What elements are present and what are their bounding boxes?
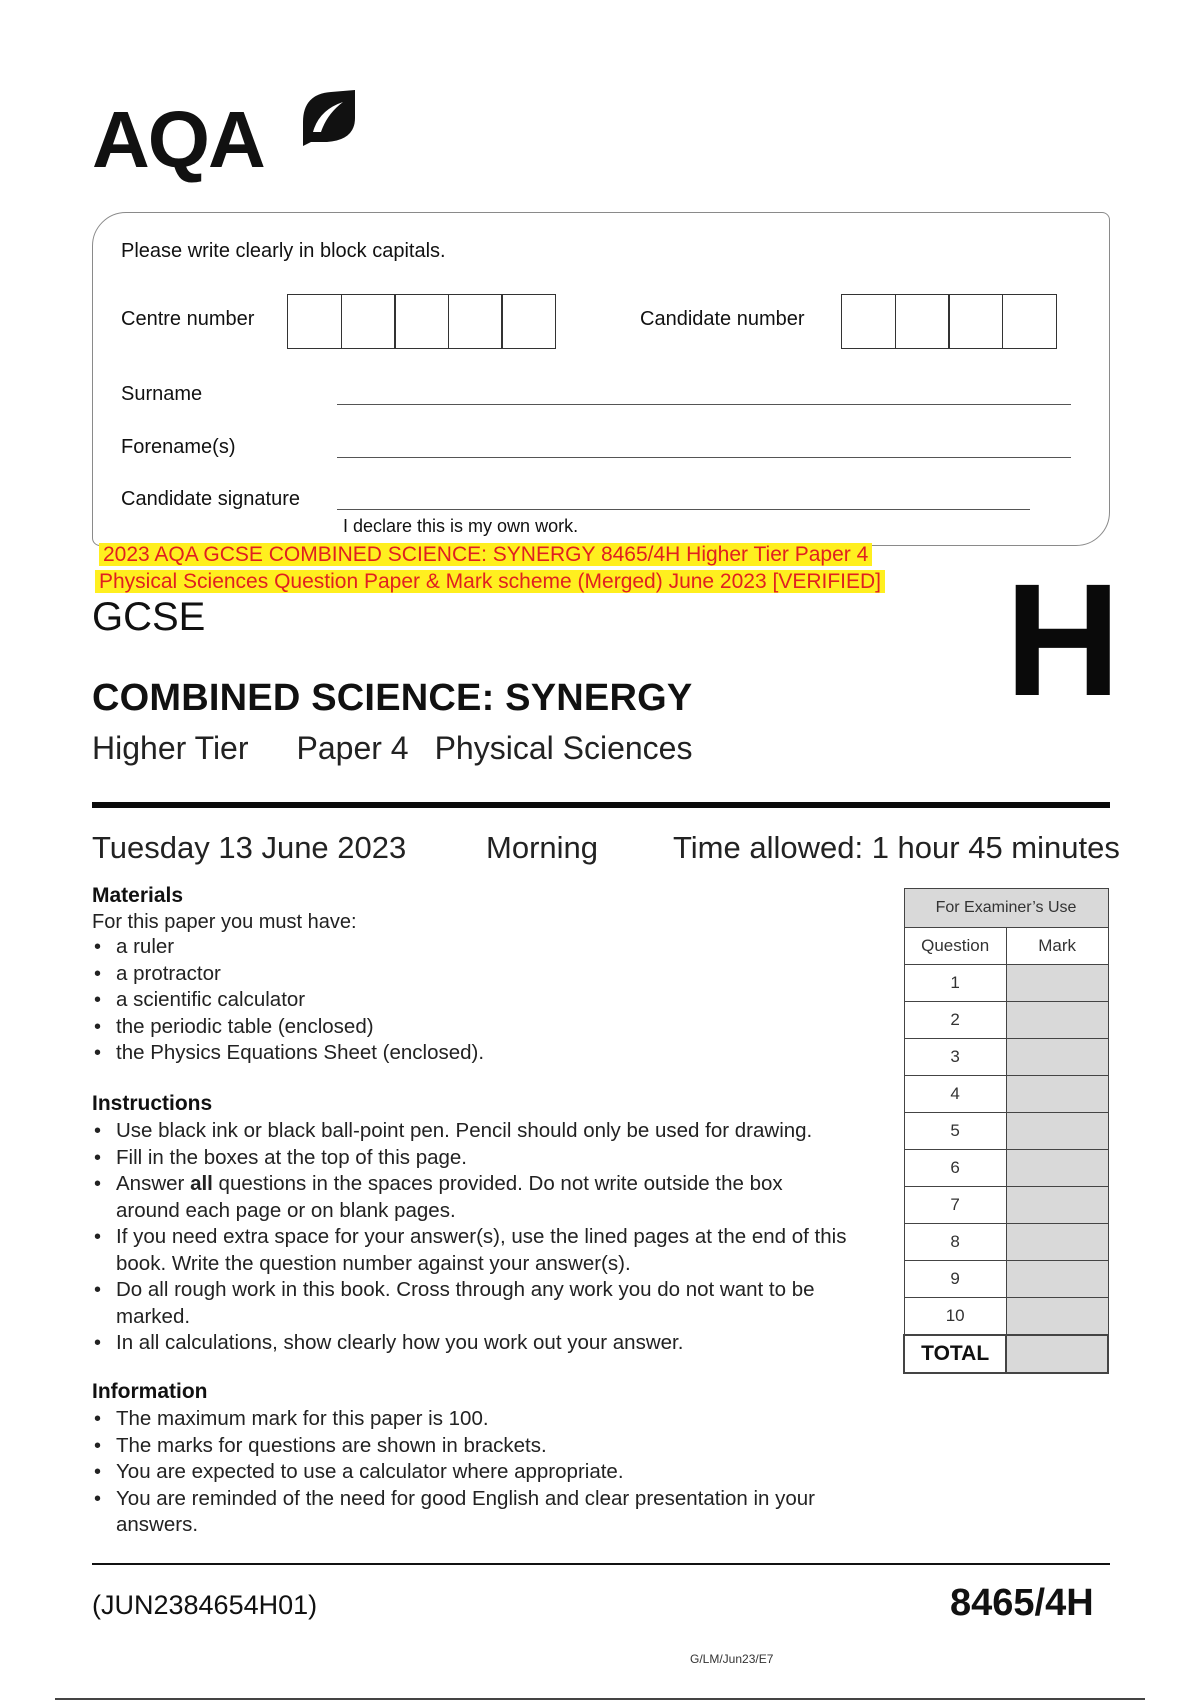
declaration-text: I declare this is my own work. xyxy=(343,516,579,536)
materials-section xyxy=(92,884,892,1067)
logo-text: AQA xyxy=(92,95,264,184)
materials-list xyxy=(92,934,892,1067)
information-section xyxy=(92,1380,892,1539)
list-item: • You are expected to use a calculator where appropriate. xyxy=(92,1459,892,1486)
question-number: 4 xyxy=(904,1076,1006,1113)
candidate-digit-box[interactable] xyxy=(895,294,950,349)
list-item: • You are reminded of the need for good English and clear presentation in your answers. xyxy=(92,1486,816,1539)
examiner-use-table xyxy=(903,888,1109,1374)
information-heading: Information xyxy=(92,1380,208,1403)
centre-digit-box[interactable] xyxy=(341,294,396,349)
list-item: • Fill in the boxes at the top of this page. xyxy=(92,1145,892,1172)
mark-cell[interactable] xyxy=(1006,1076,1108,1113)
list-item: • a scientific calculator xyxy=(92,987,892,1014)
table-row xyxy=(904,1002,1108,1039)
table-row xyxy=(904,965,1108,1002)
mark-cell[interactable] xyxy=(1006,1150,1108,1187)
list-item: • the periodic table (enclosed) xyxy=(92,1014,892,1041)
list-item xyxy=(92,1171,851,1224)
question-number: 3 xyxy=(904,1039,1006,1076)
mark-column-header: Mark xyxy=(1006,928,1108,965)
paper-number: Paper 4 xyxy=(296,730,409,766)
footer-divider xyxy=(92,1563,1110,1565)
question-number: 10 xyxy=(904,1298,1006,1336)
question-column-header: Question xyxy=(904,928,1006,965)
list-item: • Use black ink or black ball-point pen. Pencil should only be used for drawing. xyxy=(92,1118,892,1145)
list-item: • The marks for questions are shown in brackets. xyxy=(92,1433,892,1460)
title-highlight xyxy=(95,541,955,595)
barcode-reference: (JUN2384654H01) xyxy=(92,1590,318,1620)
block-capitals-instruction: Please write clearly in block capitals. xyxy=(121,240,446,262)
table-row xyxy=(904,1150,1108,1187)
centre-digit-box[interactable] xyxy=(287,294,342,349)
mark-cell[interactable] xyxy=(1006,1113,1108,1150)
table-row xyxy=(904,1187,1108,1224)
exam-time-of-day: Morning xyxy=(486,830,598,865)
question-number: 1 xyxy=(904,965,1006,1002)
centre-digit-box[interactable] xyxy=(448,294,503,349)
tier-name: Higher Tier xyxy=(92,730,249,766)
question-number: 2 xyxy=(904,1002,1006,1039)
candidate-number-boxes[interactable] xyxy=(841,294,1057,349)
materials-heading: Materials xyxy=(92,884,184,907)
highlight-line-1: 2023 AQA GCSE COMBINED SCIENCE: SYNERGY 8465/4H Higher Tier Paper 4 xyxy=(99,543,872,566)
list-item: • the Physics Equations Sheet (enclosed). xyxy=(92,1040,892,1067)
table-row xyxy=(904,1113,1108,1150)
subject-title: COMBINED SCIENCE: SYNERGY xyxy=(92,677,693,719)
centre-digit-box[interactable] xyxy=(501,294,556,349)
table-row xyxy=(904,1261,1108,1298)
table-row xyxy=(904,1298,1108,1336)
candidate-number-label: Candidate number xyxy=(640,308,805,330)
centre-number-boxes[interactable] xyxy=(287,294,556,349)
list-item: • In all calculations, show clearly how you work out your answer. xyxy=(92,1330,892,1357)
total-row xyxy=(904,1335,1108,1373)
highlight-line-2: Physical Sciences Question Paper & Mark scheme (Merged) June 2023 [VERIFIED] xyxy=(95,570,885,593)
mark-cell[interactable] xyxy=(1006,1298,1108,1336)
candidate-digit-box[interactable] xyxy=(948,294,1003,349)
forename-field[interactable] xyxy=(337,457,1071,458)
instructions-section xyxy=(92,1092,892,1357)
instructions-list xyxy=(92,1118,892,1357)
paper-code: 8465/4H xyxy=(950,1582,1094,1624)
surname-label: Surname xyxy=(121,383,203,405)
list-item: • a ruler xyxy=(92,934,892,961)
forename-label: Forename(s) xyxy=(121,436,236,458)
print-reference: G/LM/Jun23/E7 xyxy=(690,1652,774,1666)
question-number: 5 xyxy=(904,1113,1006,1150)
total-mark-cell[interactable] xyxy=(1006,1335,1108,1373)
aqa-logo xyxy=(92,88,362,188)
table-row xyxy=(904,1224,1108,1261)
examiner-table-title: For Examiner’s Use xyxy=(904,889,1108,928)
mark-cell[interactable] xyxy=(1006,1039,1108,1076)
candidate-digit-box[interactable] xyxy=(1002,294,1057,349)
qualification: GCSE xyxy=(92,595,206,639)
mark-cell[interactable] xyxy=(1006,1002,1108,1039)
paper-details xyxy=(92,730,740,767)
materials-intro: For this paper you must have: xyxy=(92,911,357,933)
question-number: 8 xyxy=(904,1224,1006,1261)
surname-field[interactable] xyxy=(337,404,1071,405)
signature-label: Candidate signature xyxy=(121,488,301,510)
list-item: • a protractor xyxy=(92,961,892,988)
candidate-digit-box[interactable] xyxy=(841,294,896,349)
information-list xyxy=(92,1406,892,1539)
mark-cell[interactable] xyxy=(1006,1261,1108,1298)
centre-number-label: Centre number xyxy=(121,308,255,330)
list-item: • If you need extra space for your answer(s), use the lined pages at the end of this book. Write the question number against your answer(s). xyxy=(92,1224,861,1277)
question-number: 6 xyxy=(904,1150,1006,1187)
table-row xyxy=(904,1076,1108,1113)
instructions-heading: Instructions xyxy=(92,1092,213,1115)
signature-field[interactable] xyxy=(337,509,1030,510)
logo-mark-icon xyxy=(297,88,357,148)
list-item: • The maximum mark for this paper is 100. xyxy=(92,1406,892,1433)
mark-cell[interactable] xyxy=(1006,965,1108,1002)
list-item: • Do all rough work in this book. Cross through any work you do not want to be marked. xyxy=(92,1277,846,1330)
centre-digit-box[interactable] xyxy=(394,294,449,349)
question-number: 7 xyxy=(904,1187,1006,1224)
tier-letter: H xyxy=(1005,550,1121,729)
total-label: TOTAL xyxy=(904,1335,1006,1373)
header-divider xyxy=(92,802,1110,808)
time-allowed: Time allowed: 1 hour 45 minutes xyxy=(673,830,1120,865)
instruction-text: Answer xyxy=(116,1172,191,1195)
exam-date: Tuesday 13 June 2023 xyxy=(92,830,407,865)
question-number: 9 xyxy=(904,1261,1006,1298)
instruction-text: questions in the spaces provided. Do not write outside the box around each page or on blank pages. xyxy=(116,1172,783,1222)
mark-cell[interactable] xyxy=(1006,1224,1108,1261)
instruction-emphasis: all xyxy=(190,1172,213,1195)
table-row xyxy=(904,1039,1108,1076)
mark-cell[interactable] xyxy=(1006,1187,1108,1224)
paper-name: Physical Sciences xyxy=(434,730,693,766)
